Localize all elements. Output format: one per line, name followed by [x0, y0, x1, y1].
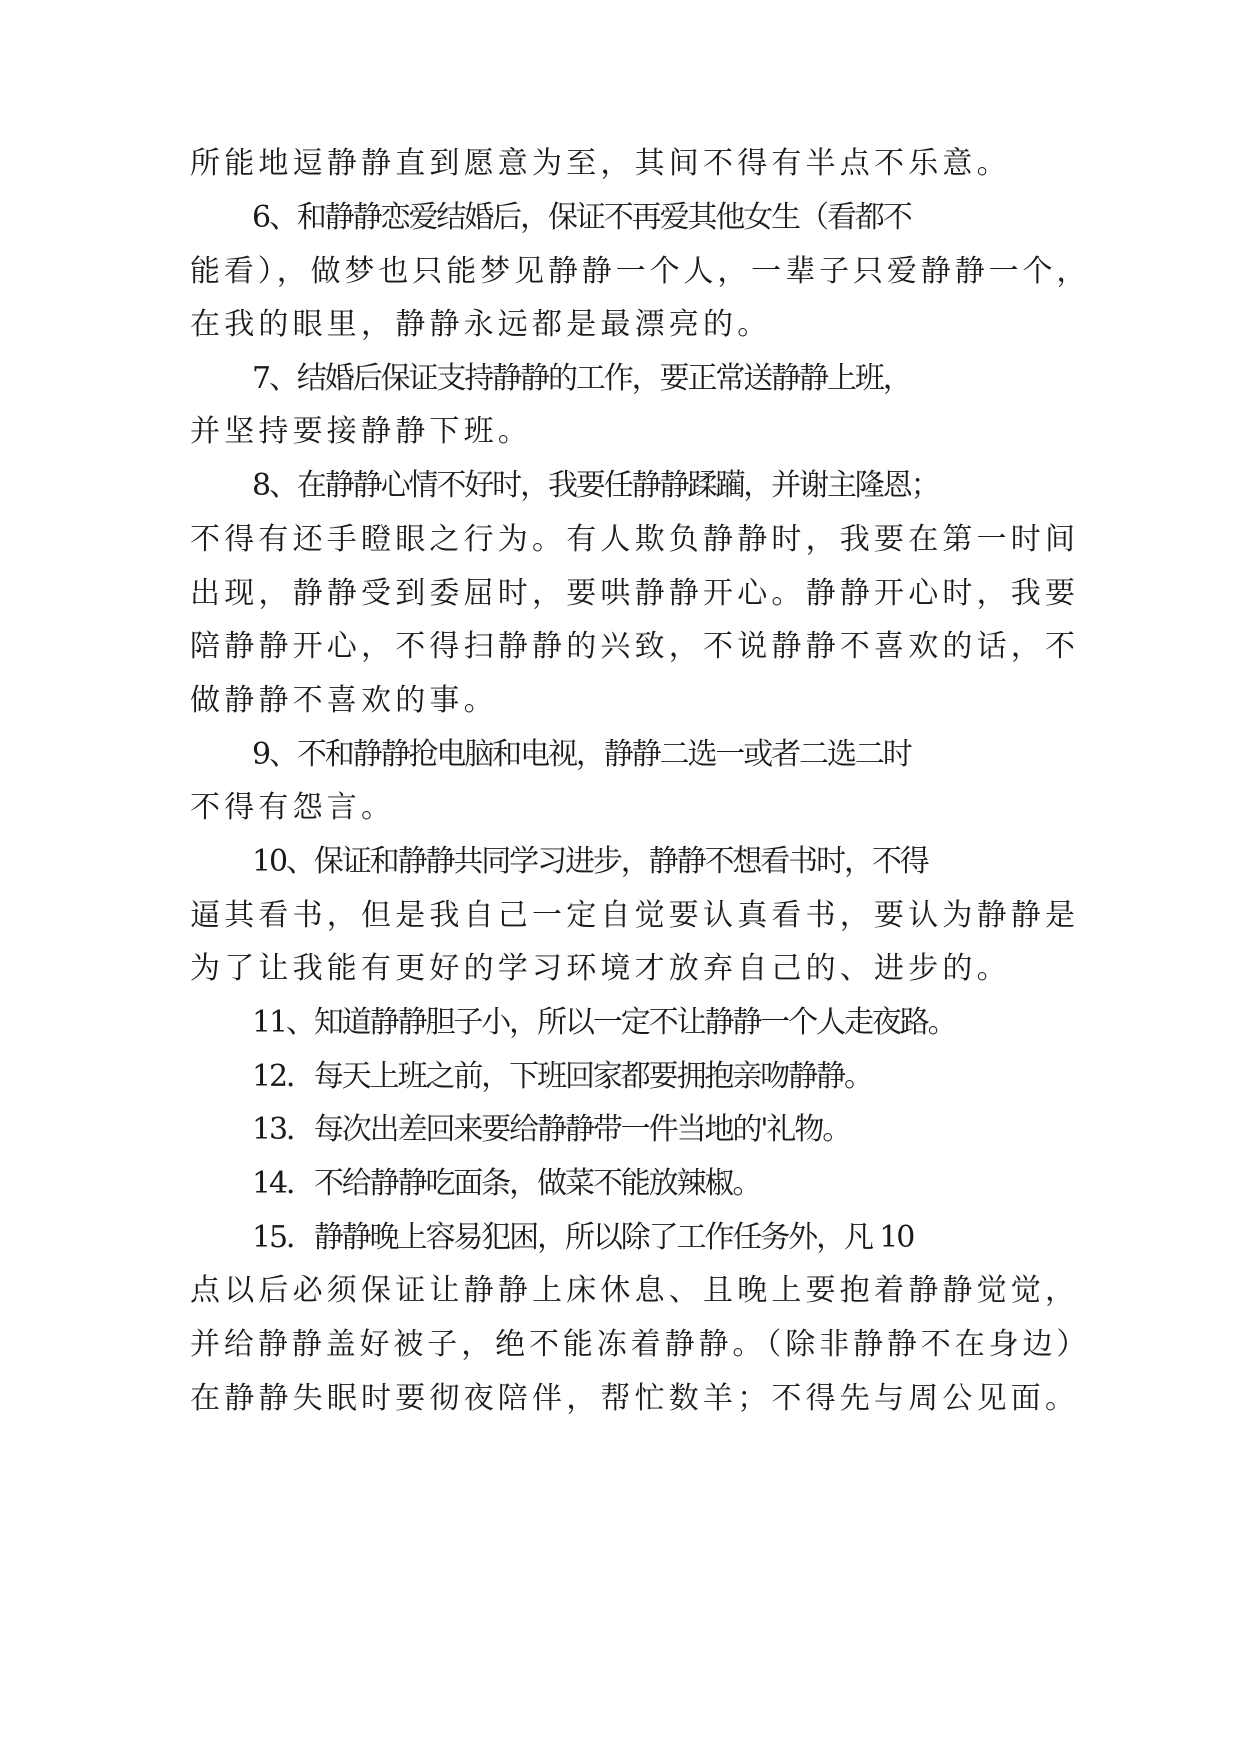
text-line-11: 做静静不喜欢的事。	[190, 683, 498, 718]
text-line-14: 10、保证和静静共同学习进步，静静不想看书时，不得	[252, 844, 928, 879]
text-line-24: 在静静失眠时要彻夜陪伴，帮忙数羊；不得先与周公见面。	[190, 1381, 1080, 1416]
text-line-9: 出现，静静受到委屈时，要哄静静开心。静静开心时，我要	[190, 576, 1080, 611]
text-line-7: 8、在静静心情不好时，我要任静静蹂躏，并谢主隆恩；	[252, 468, 939, 503]
text-line-18: 12．每天上班之前，下班回家都要拥抱亲吻静静。	[252, 1059, 872, 1094]
text-line-21: 15．静静晚上容易犯困，所以除了工作任务外，凡 10	[252, 1220, 914, 1255]
text-line-2: 6、和静静恋爱结婚后，保证不再爱其他女生（看都不	[252, 200, 911, 235]
text-line-3: 能看），做梦也只能梦见静静一个人，一辈子只爱静静一个，	[190, 254, 1091, 289]
text-line-22: 点以后必须保证让静静上床休息、且晚上要抱着静静觉觉，	[190, 1273, 1080, 1308]
text-line-20: 14．不给静静吃面条，做菜不能放辣椒。	[252, 1166, 761, 1201]
text-line-15: 逼其看书，但是我自己一定自觉要认真看书，要认为静静是	[190, 898, 1080, 933]
text-line-17: 11、知道静静胆子小，所以一定不让静静一个人走夜路。	[252, 1005, 956, 1040]
text-line-4: 在我的眼里，静静永远都是最漂亮的。	[190, 307, 772, 342]
text-line-13: 不得有怨言。	[190, 790, 396, 825]
text-line-6: 并坚持要接静静下班。	[190, 414, 532, 449]
text-line-23: 并给静静盖好被子，绝不能冻着静静。（除非静静不在身边）	[190, 1327, 1091, 1362]
text-line-8: 不得有还手瞪眼之行为。有人欺负静静时，我要在第一时间	[190, 522, 1080, 557]
text-line-1: 所能地逗静静直到愿意为至，其间不得有半点不乐意。	[190, 146, 1011, 181]
text-line-16: 为了让我能有更好的学习环境才放弃自己的、进步的。	[190, 951, 1011, 986]
text-line-19: 13．每次出差回来要给静静带一件当地的'礼物。	[252, 1112, 851, 1147]
text-line-12: 9、不和静静抢电脑和电视，静静二选一或者二选二时	[252, 737, 911, 772]
text-line-10: 陪静静开心，不得扫静静的兴致，不说静静不喜欢的话，不	[190, 629, 1080, 664]
text-line-5: 7、结婚后保证支持静静的工作，要正常送静静上班，	[252, 361, 911, 396]
